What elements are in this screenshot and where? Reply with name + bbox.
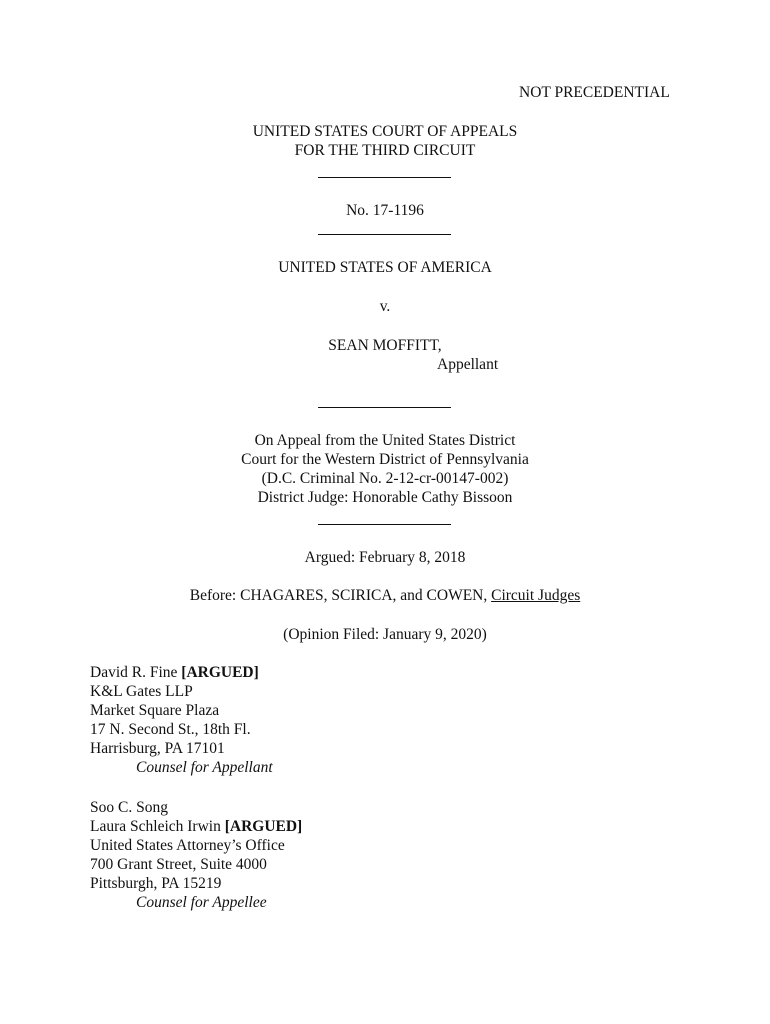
counsel-appellee-office: United States Attorney’s Office xyxy=(90,837,285,854)
divider-rule xyxy=(318,234,451,235)
divider-rule xyxy=(318,177,451,178)
counsel-appellee-role: Counsel for Appellee xyxy=(136,894,267,911)
counsel-appellant-firm: K&L Gates LLP xyxy=(90,683,193,700)
counsel-appellant-address1: Market Square Plaza xyxy=(90,702,220,719)
defendant-name: SEAN MOFFITT, xyxy=(328,337,442,354)
versus-text: v. xyxy=(379,298,391,315)
appeal-line4: District Judge: Honorable Cathy Bissoon xyxy=(257,489,513,506)
counsel-appellee-address1: 700 Grant Street, Suite 4000 xyxy=(90,856,267,873)
divider-rule xyxy=(318,407,451,408)
court-name-line2: FOR THE THIRD CIRCUIT xyxy=(294,142,476,159)
counsel-appellee-block xyxy=(90,798,302,912)
court-name-line1: UNITED STATES COURT OF APPEALS xyxy=(252,123,518,140)
argued-tag: [ARGUED] xyxy=(181,664,259,681)
docket-number: No. 17-1196 xyxy=(346,202,424,219)
counsel-appellant-name: David R. Fine xyxy=(90,664,182,681)
counsel-appellee-address2: Pittsburgh, PA 15219 xyxy=(90,875,222,892)
precedential-status: NOT PRECEDENTIAL xyxy=(519,84,670,101)
panel-judges xyxy=(0,586,770,605)
counsel-appellant-address2: 17 N. Second St., 18th Fl. xyxy=(90,721,251,738)
counsel-appellee-name2: Laura Schleich Irwin xyxy=(90,818,225,835)
counsel-appellant-role: Counsel for Appellant xyxy=(136,759,273,776)
appeal-line1: On Appeal from the United States District xyxy=(254,432,516,449)
counsel-appellee-name1: Soo C. Song xyxy=(90,799,168,816)
counsel-appellant-block xyxy=(90,663,273,777)
divider-rule xyxy=(318,524,451,525)
panel-judges-title: Circuit Judges xyxy=(491,587,581,604)
appeal-line3: (D.C. Criminal No. 2-12-cr-00147-002) xyxy=(261,470,509,487)
panel-judges-names: Before: CHAGARES, SCIRICA, and COWEN, xyxy=(189,587,492,604)
counsel-appellant-address3: Harrisburg, PA 17101 xyxy=(90,740,225,757)
defendant-role: Appellant xyxy=(437,356,499,373)
appeal-line2: Court for the Western District of Pennsylvania xyxy=(241,451,529,468)
argued-date: Argued: February 8, 2018 xyxy=(304,549,466,566)
opinion-filed-date: (Opinion Filed: January 9, 2020) xyxy=(283,626,487,643)
counsel-appellee-name2-row xyxy=(90,817,302,836)
plaintiff-name: UNITED STATES OF AMERICA xyxy=(278,259,492,276)
counsel-appellant-name-row xyxy=(90,663,273,682)
argued-tag: [ARGUED] xyxy=(224,818,303,835)
